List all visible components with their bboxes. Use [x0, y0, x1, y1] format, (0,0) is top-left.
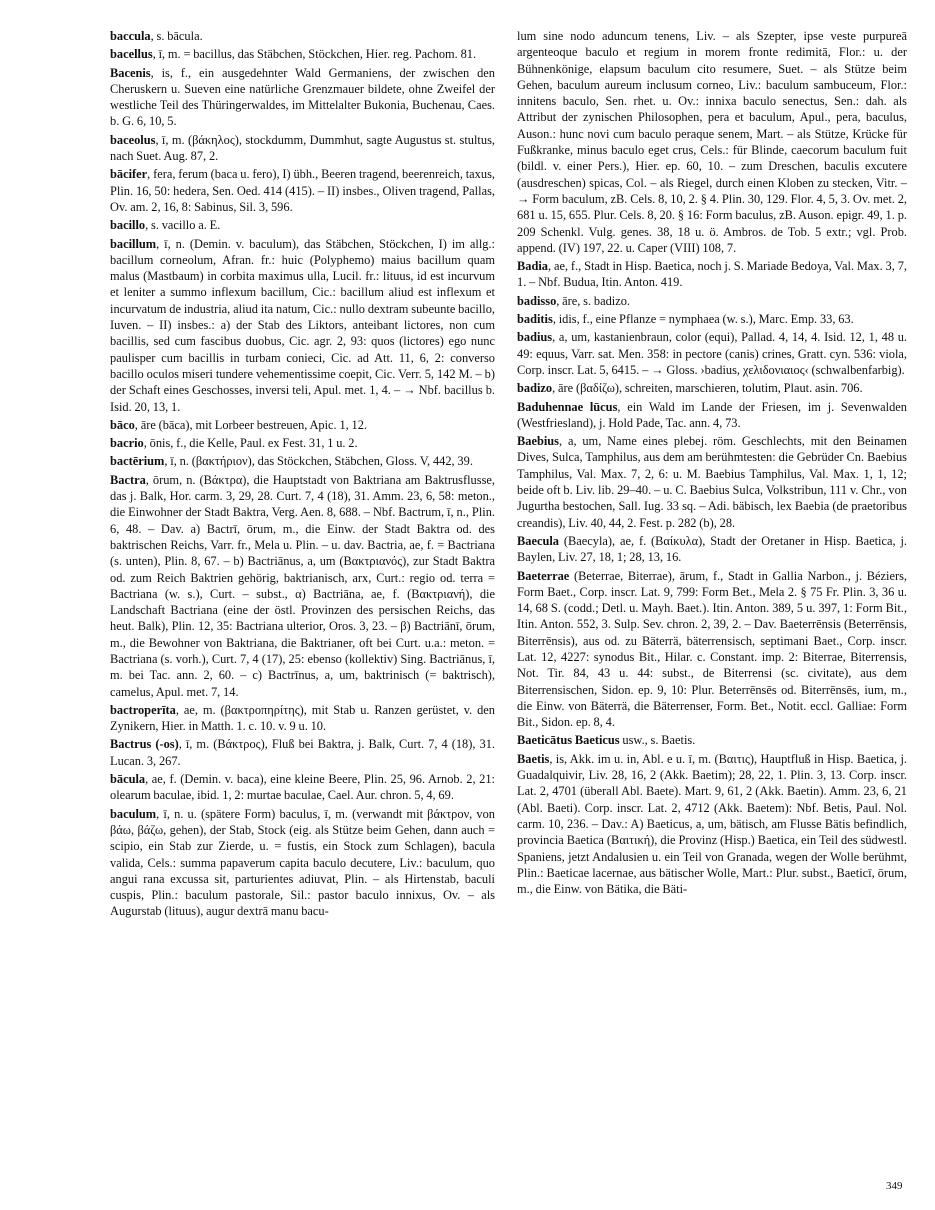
page-number: 349	[886, 1180, 903, 1192]
entry-headword: badizo	[517, 381, 553, 396]
right-column	[517, 28, 907, 899]
entry-headword: Baeticātus Baeticus	[517, 733, 620, 748]
entry-text: , ī, m. (Βάκτρος), Fluß bei Baktra, j. Balk, Curt. 7, 4 (18), 31. Lucan. 3, 267.	[110, 737, 495, 768]
dictionary-entry	[517, 258, 907, 291]
entry-headword: bācula	[110, 772, 146, 787]
dictionary-entry	[110, 236, 495, 415]
entry-headword: bāco	[110, 417, 135, 432]
entry-text: , āre, s. badizo.	[556, 293, 631, 308]
entry-text: , ōrum, n. (Βάκτρα), die Hauptstadt von Baktriana am Baktrusflusse, das j. Balk, Hor. carm. 3, 29, 28. Curt. 7, 4 (18), 31. Amm. 23, 6, 58: meton., die Einwohner der Stadt Baktra, Verg. Aen. 8, 688. – Nbf. Bactrum, ī, n., Plin. 6, 48. – Dav. a) Bactrī, ōrum, m., die Einw. der Stadt Baktra od. des baktrischen Reichs, Varr. fr., Mela u. Plin. – u. dav. Bactria, ae, f. = Bactriana (s. unten), Plin. 8, 67. – b) Bactriānus, a, um (Βακτριανός), zur Stadt Baktra od. zum Reich Baktrien gehörig, baktrianisch, arx, Curt.: regio od. terra = Bactriana (w. s.), Curt. – subst., α) Bactriāna, ae, f. (Βακτριανή), die Landschaft Bactriana (eine der östl. Provinzen des persischen Reichs, das heut. Balk), Plin. 12, 35: Bactriana ulterior, Oros. 3, 23. – β) Bactriānī, ōrum, m., die Bewohner von Baktriana, die Baktrianer, oft bei Curt. u.a.: meton. = Bactriana (s. vorh.), Curt. 7, 4 (17), 25: ebenso (kollektiv) Sing. Bactriānus, ī, m. bei Tac. ann. 2, 60. – c) Bactrīnus, a, um, baktrinisch (= baktrisch), camelus, Apul. met. 7, 14.	[110, 472, 495, 699]
entry-headword: Badia	[517, 259, 548, 274]
entry-headword: baculum	[110, 806, 157, 821]
entry-text: , fera, ferum (baca u. fero), I) übh., Beeren tragend, beerenreich, taxus, Plin. 16, 50: hedera, Sen. Oed. 414 (415). – II) insbes., Oliven tragend, Pallas, Ov. am. 2, 16, 8: Sabinus, Sil. 3, 596.	[110, 167, 495, 214]
entry-text: , a, um, Name eines plebej. röm. Geschlechts, mit den Beinamen Dives, Sulca, Tamphilus, aus dem am berühmtesten: die Gebrüder Cn. Baebius Tamphilus, Val. Max. 7, 2, 6: u. M. Baebius Tamphilus, Val. Max. 1, 1, 12; beide oft b. Liv. lib. 29–40. – u. C. Baebius Sulca, Volkstribun, 111 v. Chr., von Jugurtha bestochen, Sall. Iug. 33 sq. – Adi. bäbisch, lex Baebia (de praetoribus creandis), Liv. 40, 44, 2. Fest. p. 282 (b), 28.	[517, 434, 907, 530]
entry-headword: Bactrus (-os)	[110, 737, 179, 752]
entry-headword: bactērium	[110, 454, 165, 469]
dictionary-entry	[110, 132, 495, 165]
dictionary-entry	[110, 771, 495, 804]
dictionary-entry	[517, 568, 907, 731]
dictionary-entry	[110, 736, 495, 769]
entry-headword: Bactra	[110, 472, 146, 487]
entry-text: , ōnis, f., die Kelle, Paul. ex Fest. 31, 1 u. 2.	[143, 436, 358, 451]
entry-headword: bacillum	[110, 236, 157, 251]
dictionary-entry	[517, 751, 907, 898]
entry-text: , s. bācula.	[150, 29, 203, 43]
entry-headword: bacillo	[110, 218, 146, 233]
dictionary-entry	[110, 435, 495, 451]
entry-text: , ein Wald im Lande der Friesen, im j. Sevenwalden (Westfriesland), j. Hold Pade, Tac. ann. 4, 73.	[517, 399, 907, 430]
dictionary-entry	[517, 380, 907, 396]
dictionary-entry	[517, 433, 907, 531]
entry-headword: bacrio	[110, 436, 144, 451]
dictionary-entry	[517, 399, 907, 432]
entry-headword: Baecula	[517, 533, 559, 548]
entry-text: , ī, n. (βακτήριον), das Stöckchen, Stäbchen, Gloss. V, 442, 39.	[164, 454, 473, 469]
entry-text: (Baecyla), ae, f. (Βαίκυλα), Stadt der Oretaner in Hisp. Baetica, j. Baylen, Liv. 27, 18, 1; 28, 13, 16.	[517, 533, 907, 565]
dictionary-entry	[110, 472, 495, 700]
dictionary-entry	[110, 217, 495, 233]
entry-text: , ae, m. (βακτροπηρίτης), mit Stab u. Ranzen gerüstet, v. den Zynikern, Hier. in Matth. 1. c. 10. v. 9 u. 10.	[110, 702, 495, 734]
entry-text: , ae, f. (Demin. v. baca), eine kleine Beere, Plin. 25, 96. Arnob. 2, 21: olearum baculae, ibid. 1, 2: murtae baculae, Cael. Aur. chron. 5, 4, 69.	[110, 772, 495, 803]
entry-text: , idis, f., eine Pflanze = nymphaea (w. s.), Marc. Emp. 33, 63.	[552, 312, 854, 327]
entry-headword: bacellus	[110, 47, 153, 62]
entry-text: , āre (bāca), mit Lorbeer bestreuen, Apic. 1, 12.	[134, 417, 368, 432]
dictionary-entry	[110, 702, 495, 735]
dictionary-entry	[517, 329, 907, 378]
entry-text: , a, um, kastanienbraun, color (equi), Pallad. 4, 14, 4. Isid. 12, 1, 48 u. 49: equus, Varr. sat. Men. 358: in pectore (canis) crines, Gratt. cyn. 536: viola, Corp. inscr. Lat. 5, 6415. – → Gloss. ›badius, χελιδονιαιος‹ (schwalbenfarbig).	[517, 330, 907, 377]
entry-text: (Beterrae, Biterrae), ārum, f., Stadt in Gallia Narbon., j. Béziers, Form Baet., Corp. inscr. Lat. 9, 799: Form Bet., Mela 2. § 75 Fr. Plin. 3, 36 u. 14, 68 S. (codd.; Detl. u. Mayh. Baet.). Itin. Anton. 389, 5 u. 397, 1: Form Bit., Itin. Anton. 552, 3. Sulp. Sev. chron. 2, 39, 2. – Dav. Baeterrēnsis (Beterrēnsis, Biterrēnsis), aus od. zu Bäterrä, bäterrensisch, septimani Baet., Corp. inscr. Lat. 12, 4227: synodus Bit., Hilar. c. Constant. imp. 2: Biterrae, Biterrensis, Not. Tir. 84, 43 u. 44: subst., de Biterrensi (sc. civitate), aus dem Biterrensischen, Sidon. ep. 9, 10: Plur. Beterrēnsēs od. Biterrēnsēs, ium, m., die Einw. von Bäterrä, die Bäterrenser, Form. Bet., Notit. eccl. Galliae: Form Bit., Sidon. ep. 8, 4.	[517, 568, 907, 730]
entry-headword: bactroperīta	[110, 702, 176, 717]
dictionary-entry	[110, 806, 495, 920]
entry-headword: baccula	[110, 29, 151, 43]
dictionary-entry	[517, 293, 907, 309]
dictionary-entry	[110, 453, 495, 469]
entry-text: , is, f., ein ausgedehnter Wald Germaniens, der zwischen den Cheruskern u. Sueven eine natürliche Grenzmauer bildete, ohne Zweifel der westliche Teil des Thüringerwaldes, im Mittelalter Bukonia, Buchenau, Caes. b. G. 6, 10, 5.	[110, 65, 495, 129]
entry-text: lum sine nodo aduncum tenens, Liv. – als Szepter, ipse veste purpureā argenteoque baculo et regium in morem fronte redimitā, Flor.: u. der Bühnenkönige, elapsum baculum cito resumere, Suet. – als Stütze beim Gehen, baculum aureum inclusum corneo, Liv.: baculum sambuceum, Flor.: innitens baculo, Sen. rhet. u. Ov.: innixa baculo senectus, Sen.: dah. als Attribut der zynischen Philosophen, pera et baculum, Apul., pera, baculus, Auson.: hunc novi cum baculo peraque senem, Mart. – als Stütze, Krücke für Fußkranke, minus baculo eget crus, Cels.: für Blinde, caecorum baculum fuit (bildl. v. einer Pers.), Hier. ep. 60, 10. – zum Dreschen, baculis excutere (ausdreschen) spicas, Col. – als Riegel, durch einen Kloben zu stecken, Vitr. – → Form baculum, zB. Cels. 8, 10, 2. § 4. Plin. 30, 129. Flor. 4, 5, 3. Ov. met. 2, 681 u. 15, 655. Plur. Cels. 8, 20. § 16: Form baculus, zB. Auson. epigr. 49, 1. p. 209 Schenkl. Vulg. genes. 38, 18 u. ö. Ambros. de Tob. 5 extr.; vgl. Prob. append. (IV) 197, 22. u. Caper (VIII) 108, 7.	[517, 29, 907, 255]
dictionary-entry	[517, 732, 907, 748]
entry-headword: badius	[517, 330, 553, 345]
entry-text: , is, Akk. im u. in, Abl. e u. ī, m. (Βαιτις), Hauptfluß in Hisp. Baetica, j. Guadalquivir, Liv. 28, 16, 2 (Akk. Baetim); 28, 22, 1. Plin. 3, 13. Corp. inscr. Lat. 2, 4701 (überall Abl. Baete). Mart. 9, 61, 2 (Akk. Baetin). Amm. 23, 6, 21 (Abl. Baeti). Corp. inscr. Lat. 2, 4712 (Akk. Baetem): Nbf. Betis, Paul. Nol. carm. 10, 236. – Dav.: A) Baeticus, a, um, bätisch, am Flusse Bätis befindlich, provincia Baetica (Βαιτική), die Provinz (Hisp.) Baetica, ein Teil des südwestl. Spaniens, jetzt Andalusien u. ein Teil von Granada, wegen der Wolle berühmt, Plin.: Baeticae lacernae, aus bätischer Wolle, Mart.: Plur. subst., Baeticī, ōrum, m., die Einw. von Bätika, die Bäti-	[517, 751, 907, 897]
entry-headword: Baduhennae lūcus	[517, 399, 618, 414]
entry-headword: bācifer	[110, 167, 148, 182]
entry-headword: Baeterrae	[517, 568, 570, 583]
dictionary-entry	[517, 533, 907, 566]
dictionary-entry	[110, 166, 495, 215]
entry-headword: baditis	[517, 312, 553, 327]
dictionary-entry	[110, 65, 495, 130]
entry-text: , ī, m. = bacillus, das Stäbchen, Stöckchen, Hier. reg. Pachom. 81.	[152, 47, 477, 62]
dictionary-entry	[110, 46, 495, 62]
dictionary-entry	[517, 28, 907, 256]
entry-headword: Baetis	[517, 751, 550, 766]
dictionary-entry	[110, 28, 495, 44]
entry-text: , ae, f., Stadt in Hisp. Baetica, noch j. S. Mariade Bedoya, Val. Max. 3, 7, 1. – Nbf. Budua, Itin. Anton. 419.	[517, 259, 907, 290]
entry-text: , ī, m. (βάκηλος), stockdumm, Dummhut, sagte Augustus st. stultus, nach Suet. Aug. 87, 2.	[110, 132, 495, 164]
dictionary-entry	[517, 311, 907, 327]
entry-headword: Baebius	[517, 434, 560, 449]
entry-text: , ī, n. (Demin. v. baculum), das Stäbchen, Stöckchen, I) im allg.: bacillum corneolum, Afran. fr.: huic (Polyphemo) maius bacillum quam malus (Mastbaum) in corbita maximus ulla, Lucil. fr.: lituus, id est incurvum et leniter a summo inflexum bacillum, Cic.: bacillum aliud est inflexum et incurvatum de industria, aliud ita natum, Cic.: nullo dextram subeunte bacillo, Iuven. – II) insbes.: a) der Stab des Liktors, anteibant lictores, non cum bacillis, sed cum fascibus duobus, Cic. agr. 2, 93: quos (lictores) ego nunc paulisper cum bacillis in turbam conieci, Cic. ad Att. 11, 6, 2: converso bacillo oculos miseri tundere vehementissime coepit, Cic. Verr. 5, 142 M. – b) der Schaft eines Geschosses, inversi teli, Apul. met. 1, 4. – → Nbf. bacillus b. Isid. 20, 13, 1.	[110, 236, 495, 414]
entry-headword: Bacenis	[110, 65, 151, 80]
entry-text: , āre (βαδίζω), schreiten, marschieren, tolutim, Plaut. asin. 706.	[552, 381, 863, 396]
entry-headword: badisso	[517, 293, 557, 308]
entry-text: usw., s. Baetis.	[619, 733, 696, 748]
dictionary-entry	[110, 417, 495, 433]
entry-text: , s. vacillo a. E.	[145, 218, 221, 233]
entry-headword: baceolus	[110, 132, 156, 147]
entry-text: , ī, n. u. (spätere Form) baculus, ī, m. (verwandt mit βάκτρον, von βάω, βάζω, gehen), der Stab, Stock (eig. als Stütze beim Gehen, dann auch = scipio, ein Stab zur Zierde, u. = fustis, ein Stock zum Schlagen), bacula valida, Cels.: summa papaverum capita baculo decutere, Liv.: baculum, quo angui rana excussa sit, parturientes adiuvat, Plin. – als Hirtenstab, baculi cuspis, Plin.: baculum pastorale, Sil.: pastor baculo innixus, Ov. – als Augurstab (lituus), augur dextrā manu bacu-	[110, 806, 495, 919]
left-column	[110, 28, 495, 922]
